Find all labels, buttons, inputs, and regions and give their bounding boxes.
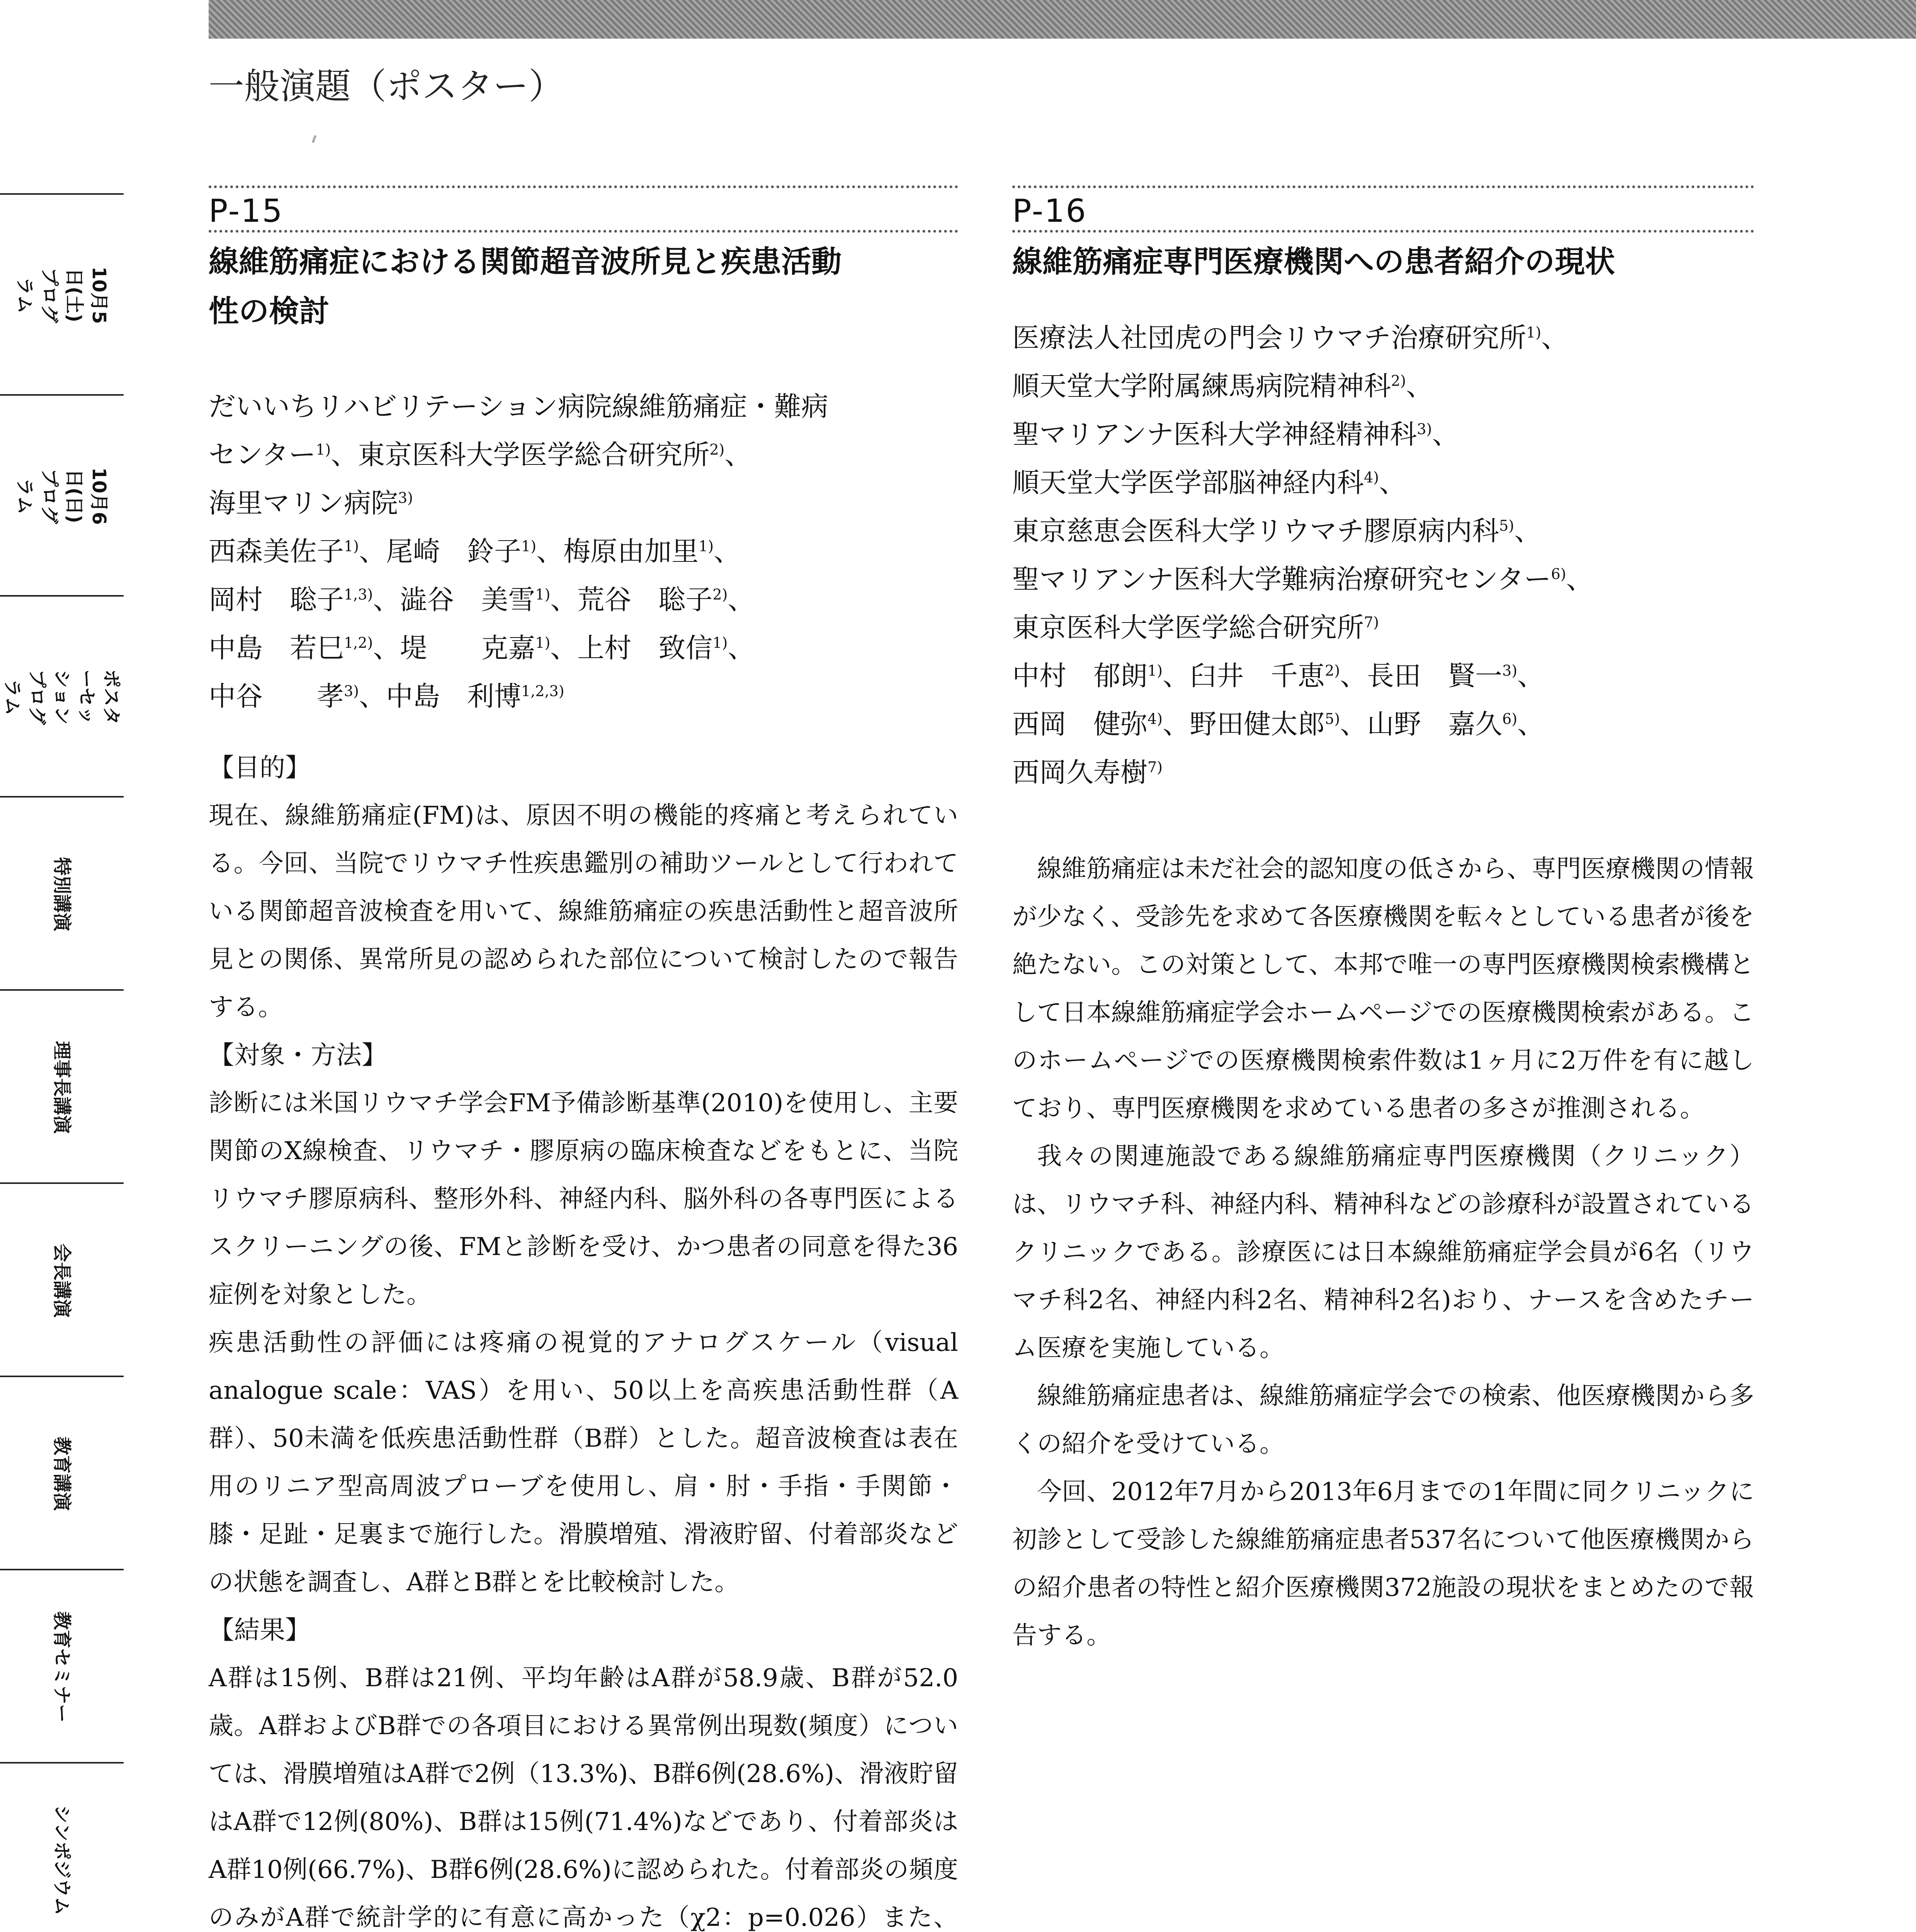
sidebar-item-label: シンポジウム	[51, 1804, 73, 1916]
author-name: 、臼井 千恵	[1163, 660, 1325, 692]
affiliation-mark: 2)	[1391, 372, 1406, 389]
affiliation-text: 、	[1541, 322, 1569, 354]
results-heading: 【結果】	[209, 1615, 311, 1645]
abstract-body	[209, 744, 958, 1932]
affiliations	[209, 383, 958, 527]
author-name: 、梅原由加里	[536, 536, 699, 567]
sidebar-item-label: 教育講演	[51, 1436, 73, 1511]
author-name: 西岡久寿樹	[1012, 757, 1148, 788]
affiliation-text: 、	[724, 439, 752, 471]
affiliation-mark: 5)	[1499, 517, 1515, 534]
methods-text: 診断には米国リウマチ学会FM予備診断基準(2010)を使用し、主要関節のX線検査、リウマチ・膠原病の臨床検査などをもとに、当院リウマチ膠原病科、整形外科、神経内科、脳外科の各専門医によるスクリーニングの後、FMと診断を受け、かつ患者の同意を得た36症例を対象とした。	[209, 1089, 958, 1309]
body-paragraph: 今回、2012年7月から2013年6月までの1年間に同クリニックに初診として受診した線維筋痛症患者537名について他医療機関からの紹介患者の特性と紹介医療機関372施設の現状をまとめたので報告する。	[1012, 1478, 1754, 1650]
author-name: 、尾崎 鈴子	[359, 536, 522, 567]
abstract-title	[209, 237, 958, 336]
authors	[209, 527, 958, 721]
author-mark: 1)	[344, 537, 359, 555]
section-title: 一般演題（ポスター）	[209, 66, 564, 107]
sidebar-nav	[0, 0, 128, 1932]
author-sep: 、	[728, 584, 755, 616]
body-paragraph: 我々の関連施設である線維筋痛症専門医療機関（クリニック）は、リウマチ科、神経内科、精神科などの診療科が設置されているクリニックである。診療医には日本線維筋痛症学会員が6名（リウマチ科2名、神経内科2名、精神科2名)おり、ナースを含めたチーム医療を実施している。	[1012, 1142, 1754, 1362]
affiliation-text: 順天堂大学医学部脳神経内科	[1012, 467, 1364, 498]
results-text: A群は15例、B群は21例、平均年齢はA群が58.9歳、B群が52.0歳。A群およびB群での各項目における異常例出現数(頻度）については、滑膜増殖はA群で2例（13.3%)、B群6例(28.6%)、滑液貯留はA群で12例(80%)、B群は15例(71.4%)などであり、付着部炎はA群10例(66.7%)、B群6例(28.6%)に認められた。付着部炎の頻度のみがA群で統計学的に有意に高かった（χ2：p=0.026）また、	[209, 1664, 958, 1932]
affiliation-text: 、	[1566, 563, 1593, 595]
author-mark: 2)	[712, 586, 728, 603]
sidebar-item-label: 特別講演	[51, 857, 73, 932]
body-paragraph: 線維筋痛症は未だ社会的認知度の低さから、専門医療機関の情報が少なく、受診先を求めて各医療機関を転々としている患者が後を絶たない。この対策として、本邦で唯一の専門医療機関検索機構として日本線維筋痛症学会ホームページでの医療機関検索がある。このホームページでの医療機関検索件数は1ヶ月に2万件を有に越しており、専門医療機関を求めている患者の多さが推測される。	[1012, 855, 1754, 1123]
sidebar-item-educational-seminar[interactable]	[0, 1569, 124, 1764]
sidebar-item-label: 教育セミナー	[51, 1611, 73, 1723]
affiliation-text: 、	[1514, 515, 1542, 547]
divider	[209, 230, 958, 233]
abstract-body	[1012, 845, 1754, 1660]
sidebar-item-poster-session-program[interactable]	[0, 595, 124, 798]
affiliation-text: 海里マリン病院	[209, 487, 398, 519]
abstract-p15	[209, 185, 958, 1932]
header-band	[209, 0, 1916, 39]
sidebar-item-president-lecture[interactable]	[0, 1182, 124, 1377]
author-name: 、山野 嘉久	[1340, 708, 1503, 740]
author-mark: 1,2)	[344, 634, 373, 651]
sidebar-item-chairman-lecture[interactable]	[0, 989, 124, 1184]
author-name: 、野田健太郎	[1163, 708, 1325, 740]
sidebar-item-oct6-program[interactable]	[0, 394, 124, 597]
author-mark: 6)	[1502, 710, 1518, 728]
sidebar-item-educational-lecture[interactable]	[0, 1376, 124, 1570]
affiliation-text: 聖マリアンナ医科大学神経精神科	[1012, 418, 1417, 450]
sidebar-item-label: 10月6日(日) プログラム	[14, 467, 110, 525]
sidebar-item-symposium[interactable]	[0, 1762, 124, 1932]
purpose-heading: 【目的】	[209, 753, 311, 782]
author-mark: 1)	[535, 586, 551, 603]
sidebar-item-special-lecture[interactable]	[0, 796, 124, 991]
affiliation-text: 聖マリアンナ医科大学難病治療研究センター	[1012, 563, 1551, 595]
affiliations	[1012, 314, 1754, 652]
author-name: 、上村 致信	[550, 632, 713, 664]
affiliation-mark: 2)	[709, 441, 725, 458]
affiliation-mark: 1)	[316, 441, 331, 458]
affiliation-text: 、	[1406, 370, 1433, 402]
author-sep: 、	[714, 536, 741, 567]
author-mark: 7)	[1148, 759, 1163, 776]
author-name: 、中島 利博	[359, 680, 522, 712]
affiliation-text: 、	[1379, 467, 1406, 498]
author-mark: 1)	[521, 537, 537, 555]
divider	[209, 185, 958, 188]
sidebar-item-label: ポスターセッション プログラム	[2, 669, 122, 725]
author-mark: 1)	[1148, 662, 1163, 679]
author-name: 、堤 克嘉	[373, 632, 536, 664]
abstract-number: P-16	[1012, 193, 1087, 230]
sidebar-item-label: 10月5日(土) プログラム	[14, 266, 110, 324]
title-line: 線維筋痛症における関節超音波所見と疾患活動	[209, 245, 842, 279]
sidebar-item-label: 会長講演	[51, 1243, 73, 1318]
affiliation-text: 東京医科大学医学総合研究所	[1012, 612, 1364, 643]
affiliation-text: 順天堂大学附属練馬病院精神科	[1012, 370, 1391, 402]
author-name: 、長田 賢一	[1340, 660, 1503, 692]
affiliation-text: 、	[1432, 418, 1459, 450]
sidebar-item-oct5-program[interactable]	[0, 193, 124, 396]
methods-heading: 【対象・方法】	[209, 1040, 387, 1070]
affiliation-mark: 3)	[1417, 420, 1432, 438]
abstract-title: 線維筋痛症専門医療機関への患者紹介の現状	[1012, 245, 1615, 279]
abstract-number: P-15	[209, 193, 284, 230]
body-paragraph: 線維筋痛症患者は、線維筋痛症学会での検索、他医療機関から多くの紹介を受けている。	[1012, 1382, 1754, 1458]
affiliation-text: 、東京医科大学医学総合研究所	[331, 439, 710, 471]
author-name: 西森美佐子	[209, 536, 344, 567]
affiliation-mark: 4)	[1364, 469, 1379, 486]
author-sep: 、	[728, 632, 755, 664]
author-mark: 1)	[535, 634, 551, 651]
methods-text: 疾患活動性の評価には疼痛の視覚的アナログスケール（visual analogue scale：VAS）を用い、50以上を高疾患活動性群（A群）、50未満を低疾患活動性群（B群）とした。超音波検査は表在用のリニア型高周波プローブを使用し、肩・肘・手指・手関節・膝・足趾・足裏まで施行した。滑膜増殖、滑液貯留、付着部炎などの状態を調査し、A群とB群とを比較検討した。	[209, 1328, 958, 1597]
author-name: 、荒谷 聡子	[550, 584, 713, 616]
affiliation-text: センター	[209, 439, 316, 471]
author-name: 岡村 聡子	[209, 584, 344, 616]
abstract-p16	[1012, 185, 1754, 1660]
affiliation-text: だいいちリハビリテーション病院線維筋痛症・難病	[209, 391, 828, 422]
author-mark: 2)	[1325, 662, 1340, 679]
author-sep: 、	[1517, 708, 1545, 740]
author-mark: 4)	[1148, 710, 1163, 728]
affiliation-mark: 3)	[398, 489, 413, 507]
purpose-text: 現在、線維筋痛症(FM)は、原因不明の機能的疼痛と考えられている。今回、当院でリウマチ性疾患鑑別の補助ツールとして行われている関節超音波検査を用いて、線維筋痛症の疾患活動性と超音波所見との関係、異常所見の認められた部位について検討したので報告する。	[209, 801, 958, 1022]
author-sep: 、	[1517, 660, 1545, 692]
author-mark: 3)	[1502, 662, 1518, 679]
title-line: 性の検討	[209, 294, 330, 329]
author-name: 中谷 孝	[209, 680, 344, 712]
author-mark: 3)	[344, 682, 359, 700]
affiliation-mark: 6)	[1551, 565, 1566, 583]
affiliation-text: 医療法人社団虎の門会リウマチ治療研究所	[1012, 322, 1526, 354]
author-name: 中島 若巳	[209, 632, 344, 664]
affiliation-text: 東京慈恵会医科大学リウマチ膠原病内科	[1012, 515, 1499, 547]
affiliation-mark: 7)	[1364, 614, 1379, 631]
author-mark: 5)	[1325, 710, 1340, 728]
divider	[1012, 185, 1754, 188]
author-mark: 1)	[712, 634, 728, 651]
affiliation-mark: 1)	[1526, 324, 1542, 341]
scan-mark	[312, 135, 316, 143]
author-mark: 1,2,3)	[521, 682, 564, 700]
authors	[1012, 652, 1754, 797]
sidebar-item-label: 理事長講演	[51, 1041, 73, 1134]
author-mark: 1,3)	[344, 586, 373, 603]
author-name: 西岡 健弥	[1012, 708, 1148, 740]
author-mark: 1)	[699, 537, 714, 555]
author-name: 、澁谷 美雪	[373, 584, 536, 616]
author-name: 中村 郁朗	[1012, 660, 1148, 692]
divider	[1012, 230, 1754, 233]
